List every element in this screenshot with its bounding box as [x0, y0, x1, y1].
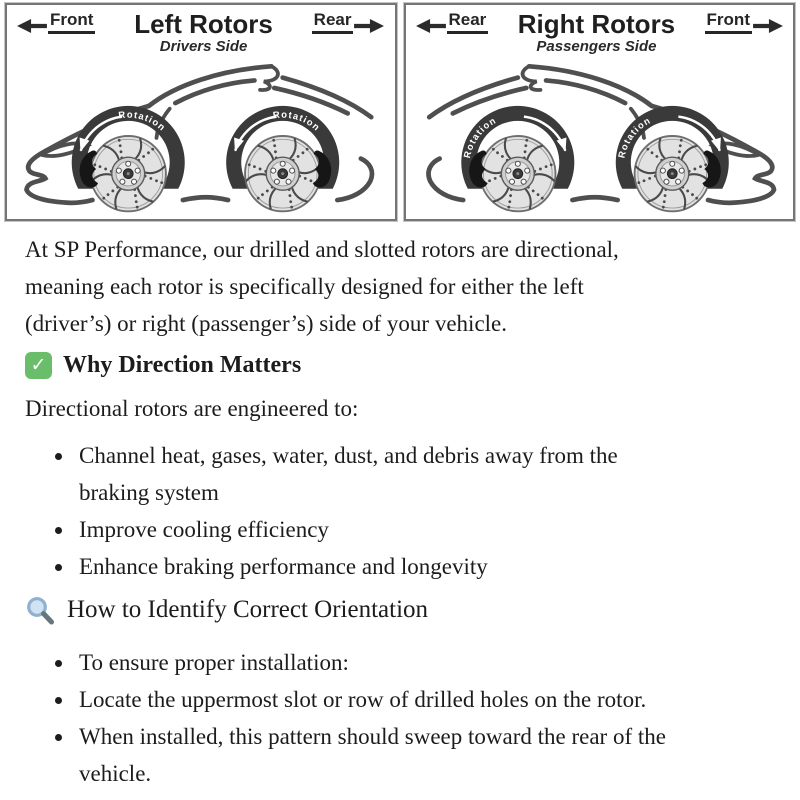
list-item-line: • Channel heat, gases, water, dust, and debris away from the: [79, 443, 618, 468]
front-direction-label: [17, 11, 95, 34]
rear-direction-label: [312, 11, 385, 34]
how-bullet-list: [25, 644, 775, 792]
article-content: [0, 231, 800, 792]
intro-paragraph: [25, 231, 775, 342]
panel-subtitle: Drivers Side: [159, 37, 248, 55]
list-item: [75, 644, 775, 681]
section-title: How to Identify Correct Orientation: [67, 596, 429, 623]
rotor-direction-diagram: [0, 0, 800, 221]
direction-label-text: Rear: [312, 11, 354, 34]
left-panel-header: [7, 5, 395, 56]
svg-text:Rotation: Rotation: [117, 108, 169, 134]
list-item: [75, 718, 775, 792]
svg-text:Rotation: Rotation: [272, 108, 323, 134]
check-glyph: ✓: [30, 353, 47, 376]
svg-text:Rotation: Rotation: [460, 114, 498, 160]
arrow-left-icon: [416, 19, 446, 33]
list-item: [75, 437, 775, 511]
panel-title: Left Rotors: [134, 9, 273, 39]
list-item-line: vehicle.: [79, 761, 152, 786]
direction-label-text: Front: [48, 11, 95, 34]
list-item-line: • Locate the uppermost slot or row of drilled holes on the rotor.: [79, 687, 647, 712]
list-item-line: braking system: [79, 480, 219, 505]
direction-label-text: Front: [705, 11, 752, 34]
list-item: [75, 511, 775, 548]
why-bullet-list: [25, 437, 775, 585]
intro-line: meaning each rotor is specifically designed for either the left: [25, 274, 584, 299]
right-rotors-panel: [404, 3, 796, 221]
right-panel-titles: [518, 11, 675, 56]
list-item-line: • When installed, this pattern should sweep toward the rear of the: [79, 724, 666, 749]
arrow-right-icon: [753, 19, 783, 33]
list-item-line: • Improve cooling efficiency: [79, 517, 329, 542]
list-item: [75, 548, 775, 585]
left-panel-titles: [134, 11, 273, 56]
svg-text:Rotation: Rotation: [614, 114, 653, 160]
arrow-right-icon: [354, 19, 384, 33]
section-title: Why Direction Matters: [63, 352, 302, 378]
rear-direction-label: [416, 11, 489, 34]
list-item: [75, 681, 775, 718]
magnifying-glass-icon: [25, 595, 56, 626]
right-panel-header: [406, 5, 794, 56]
list-item-line: • Enhance braking performance and longevity: [79, 554, 488, 579]
left-rotors-panel: [5, 3, 397, 221]
list-item-line: • To ensure proper installation:: [79, 650, 349, 675]
section-why-heading: [25, 346, 775, 384]
intro-line: At SP Performance, our drilled and slotted rotors are directional,: [25, 237, 619, 262]
panel-title: Right Rotors: [517, 9, 676, 39]
section-why-lead: Directional rotors are engineered to:: [25, 396, 359, 421]
direction-label-text: Rear: [447, 11, 489, 34]
panel-subtitle: Passengers Side: [536, 37, 657, 55]
front-direction-label: [705, 11, 783, 34]
arrow-left-icon: [17, 19, 47, 33]
section-how-heading: [25, 591, 775, 629]
check-mark-icon: [25, 352, 52, 379]
intro-line: (driver’s) or right (passenger’s) side of your vehicle.: [25, 311, 508, 336]
